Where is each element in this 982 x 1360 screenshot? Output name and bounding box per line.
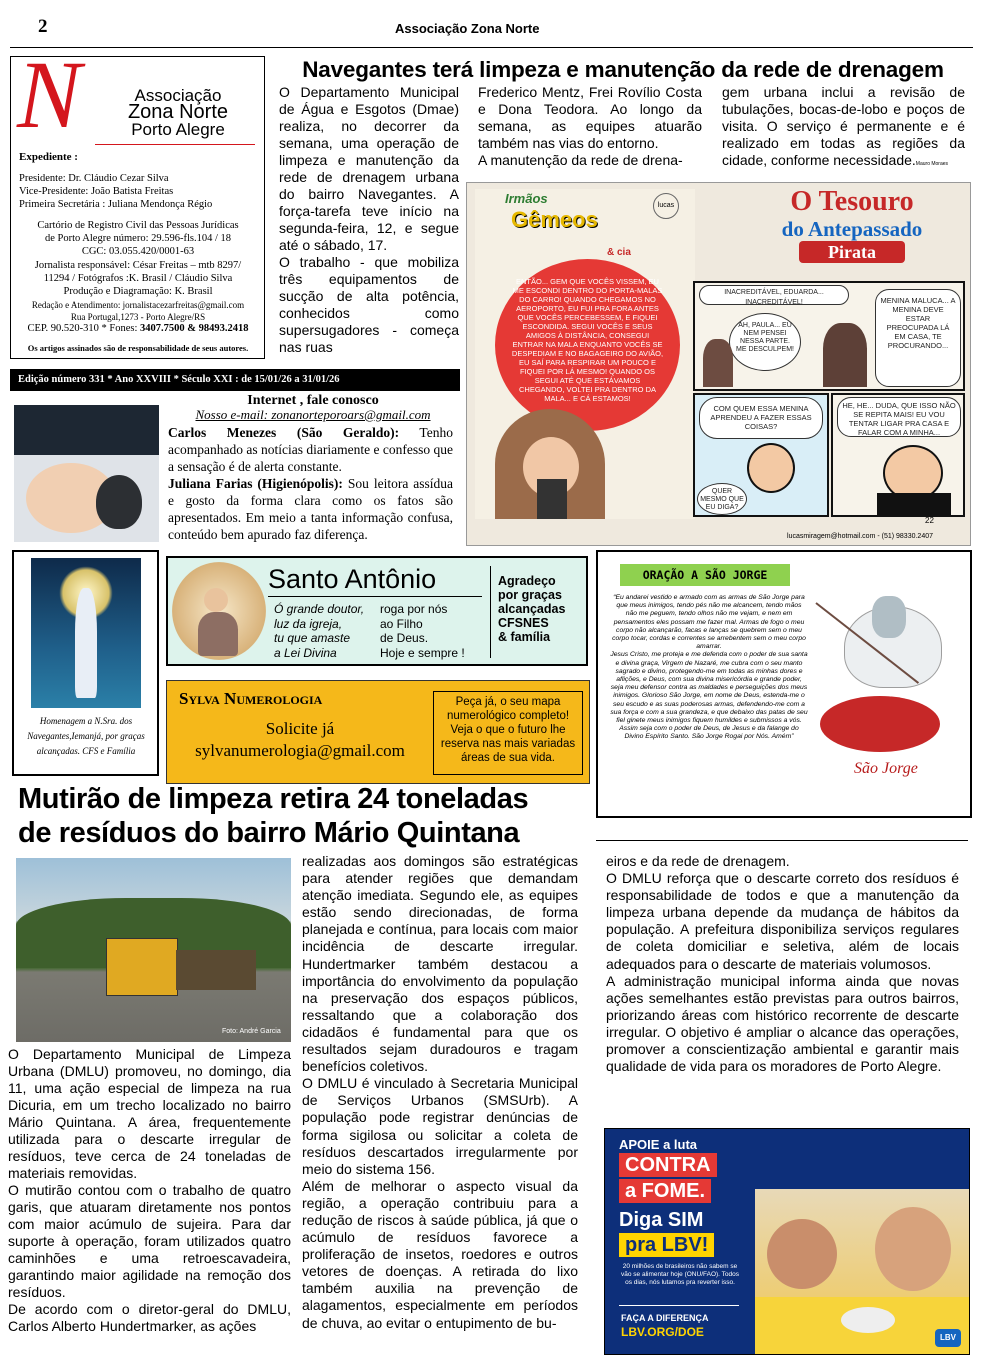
staff-line-1: Jornalista responsável: César Freitas – mtb 8297/ <box>34 260 242 271</box>
article2-col3-para: eiros e da rede de drenagem. <box>606 853 790 869</box>
letters-heading: Internet , fale conosco <box>247 393 379 408</box>
homage-box <box>12 550 159 776</box>
letter-author: Carlos Menezes (São Geraldo): <box>168 425 400 440</box>
expediente-title: Expediente : <box>19 151 78 163</box>
keyboard-shape <box>14 405 159 455</box>
numerology-line1: Solicite já <box>265 719 335 738</box>
lbv-line3: a FOME. <box>619 1179 711 1203</box>
lbv-line5: pra LBV! <box>619 1233 714 1257</box>
publication-name: Associação Zona Norte <box>395 21 540 36</box>
letter-text: Sou leitora assídua e gosto da forma clara como os fatos são apresentados. Em meio a tanta informação confusa, conteúdo bem apurado faz diferença. <box>168 476 454 542</box>
article1-col2 <box>478 84 702 169</box>
article2-col1-para: O Departamento Municipal de Limpeza Urbana (DMLU) promoveu, no domingo, dia 11, uma ação especial de limpeza na rua Dicuria, em um trecho localizado no bairro Mário Quintana. A área, frequentemente utilizada para o descarte irregular de resíduos, teve cerca de 24 toneladas de materiais removidas. <box>8 1046 291 1181</box>
comic-credit: lucasmiragem@hotmail.com - (51) 98330.2407 <box>787 533 934 540</box>
santo-antonio-title: Santo Antônio <box>268 564 437 594</box>
santo-antonio-ad <box>166 556 588 666</box>
article1-col3 <box>722 84 965 173</box>
thanks-line: alcançadas <box>498 602 566 616</box>
contact-address: Rua Portugal,1273 - Porto Alegre/RS <box>70 312 206 322</box>
comic-left-title-3: & cia <box>607 247 631 258</box>
article2-col3-para: A administração municipal informa ainda que novas ações semelhantes estão previstas para outros bairros, priorizando áreas com histórico recorrente de descarte irregular. O objetivo é ampliar o alcance das operações, promover a conscientização ambiental e garantir mais qualidade de vida para os moradores de Porto Alegre. <box>606 972 959 1075</box>
logo-line-1: Associação <box>134 86 222 105</box>
sao-jorge-prayer <box>610 594 808 742</box>
logo-underline <box>95 144 255 145</box>
yemanja-image <box>31 558 141 708</box>
backhoe-shape <box>106 938 178 996</box>
registry-info <box>13 219 263 258</box>
sao-jorge-caption: São Jorge <box>854 760 918 777</box>
article2-rule <box>596 840 968 841</box>
disclaimer: Os artigos assinados são de responsabilidade de seus autores. <box>27 343 249 353</box>
lbv-cta2[interactable]: LBV.ORG/DOE <box>621 1325 704 1339</box>
staff-info <box>13 259 263 298</box>
prayer-right-line: ao Filho <box>380 616 423 631</box>
comic-right-title <box>739 187 965 277</box>
page-number: 2 <box>38 16 48 37</box>
saint-robe-shape <box>198 612 238 656</box>
article2-col3-para: O DMLU reforça que o descarte correto dos resíduos é responsabilidade de todos e que a manutenção da limpeza urbana depende da mudança de hábitos da população. A prefeitura disponibiliza serviços regulares de coleta domiciliar e seletiva, além de locais adequados para o descarte de materiais volumosos. <box>606 870 959 972</box>
contact-info <box>13 299 263 323</box>
comic-right-title-3: Pirata <box>799 241 905 263</box>
comic-girl-shirt <box>537 479 567 519</box>
registry-line-3: CGC: 03.055.420/0001-63 <box>81 246 195 257</box>
sao-jorge-title: ORAÇÃO A SÃO JORGE <box>620 564 790 586</box>
mouse-icon <box>96 475 142 529</box>
numerology-promo: Peça já, o seu mapa numerológico completo! Veja o que o futuro lhe reserva nas mais variadas áreas de sua vida. <box>433 691 583 775</box>
lbv-cta1: FAÇA A DIFERENÇA <box>621 1313 709 1323</box>
article1-col2-para2: A manutenção da rede de drena- <box>478 152 683 168</box>
numerology-email[interactable]: sylvanumerologia@gmail.com <box>195 741 405 760</box>
prayer-left-line: Ó grande doutor, <box>274 602 365 616</box>
registry-line-2: de Porto Alegre número: 29.596-fls.104 / 18 <box>44 233 232 244</box>
thanks-line: & família <box>498 630 551 644</box>
comic-speech-3: MENINA MALUCA... A MENINA DEVE ESTAR PREOCUPADA LÁ EM CASA, TE PROCURANDO... <box>875 289 961 387</box>
dragon-shape <box>820 696 940 752</box>
saint-anthony-image <box>172 562 266 660</box>
comic-char-paula <box>703 339 733 387</box>
comic-panel-3 <box>831 393 965 517</box>
lbv-line4: Diga SIM <box>619 1209 704 1231</box>
sao-jorge-para1: “Eu andarei vestido e armado com as armas de São Jorge para que meus inimigos, tendo pés não me alcancem, tendo mãos não me peguem, tendo olhos não me vejam, e nem em pensamentos eles possam me fazer mal. Armas de fogo o meu corpo não alcançarão, facas e lanças se quebrem sem o meu corpo tocar, cordas e correntes se arrebentem sem o meu corpo amarrar. <box>612 594 806 651</box>
logo-line-3: Porto Alegre <box>131 120 225 139</box>
comic-left-panel <box>475 189 695 519</box>
saint-face-shape <box>204 588 228 612</box>
cleanup-photo <box>16 858 291 1042</box>
thanks-line: por graças <box>498 588 562 602</box>
article1-col3-text: gem urbana inclui a revisão de tubulações, bocas-de-lobo e poços de visita. O serviço é permanente e é realizado em todas as regiões da cidade, conforme necessidade. <box>722 84 965 168</box>
comic-char-man-body <box>877 493 951 515</box>
lbv-line1: APOIE a luta <box>619 1137 698 1152</box>
lbv-badge: LBV <box>935 1329 961 1347</box>
article2-col1-para: De acordo com o diretor-geral do DMLU, Carlos Alberto Hundertmarker, as ações <box>8 1301 291 1334</box>
comic-speech-2: AH, PAULA... EU NEM PENSEI NESSA PARTE. ME DESCULPEM! <box>729 313 801 371</box>
comic-strip <box>466 182 971 546</box>
santo-divider <box>490 566 491 658</box>
truck-shape <box>176 950 256 990</box>
comic-right-title-2: do Antepassado <box>781 217 923 241</box>
article1-col2-para1: Frederico Mentz, Frei Rovílio Costa e Dona Teodora. Ao longo da semana, as equipes atuarão também nas vias do entorno. <box>478 84 702 151</box>
article1-col1-para2: O trabalho - que mobiliza três equipamentos de sucção de alta potência, conhecidos como supersugadores - começa nas ruas <box>279 254 459 355</box>
article2-col3 <box>606 853 959 1075</box>
prayer-left-line: luz da igreja, <box>274 616 343 631</box>
comic-speech-5: QUER MESMO QUE EU DIGA? <box>697 483 747 515</box>
article2-title-line2: de resíduos do bairro Mário Quintana <box>18 817 520 849</box>
sao-jorge-box <box>596 550 972 818</box>
article2-col1-para: O mutirão contou com o trabalho de quatro garis, que atuaram diretamente nos pontos com maior acúmulo de sujeira. Para dar suporte à operação, foram utilizados quatro caminhões e uma retroescavadeira, garantindo maior agilidade na remoção dos resíduos. <box>8 1182 291 1300</box>
lbv-stat: 20 milhões de brasileiros não sabem se vão se alimentar hoje (ONU/FAO). Todos os dias, nós lutamos pra reverter isso. <box>621 1263 740 1286</box>
numerology-title: Sylva Numerologia <box>179 689 323 708</box>
staff-line-2: 11294 / Fotógrafos :K. Brasil / Cláudio Silva <box>43 273 233 284</box>
prayer-right <box>380 602 465 660</box>
santo-title-rule <box>268 596 482 597</box>
thanks-line: CFSNES <box>498 616 549 630</box>
cep-label: CEP. 90.520-310 * Fones: <box>27 323 138 334</box>
comic-left-title-1: Irmãos <box>505 191 548 206</box>
officer-secretary: Primeira Secretária : Juliana Mendonça Régio <box>19 199 213 210</box>
lbv-rule <box>619 1305 739 1306</box>
article2-col2-para: O DMLU é vinculado à Secretaria Municipal de Serviços Urbanos (SMSUrb). A população pode registrar denúncias de forma sigilosa ou solicitar a coleta de resíduos descartados irregularmente por meio do sistema 156. <box>302 1075 578 1177</box>
comic-signature: lucas <box>653 193 679 219</box>
plate-shape <box>841 1307 895 1333</box>
edition-bar: Edição número 331 * Ano XXVIII * Século XXI : de 15/01/26 a 31/01/26 <box>10 369 460 391</box>
photo-credit: Foto: André Garcia <box>222 1028 281 1035</box>
comic-speech-4: COM QUEM ESSA MENINA APRENDEU A FAZER ESSAS COISAS? <box>699 397 823 439</box>
article1-title: Navegantes terá limpeza e manutenção da rede de drenagem <box>302 57 944 82</box>
comic-char-boy-face <box>747 443 795 493</box>
comic-left-title-2: Gêmeos <box>511 207 598 232</box>
article1-col1-para1: O Departamento Municipal de Água e Esgotos (Dmae) realiza, no decorrer da semana, uma operação de limpeza e manutenção da rede de drenagem urbana do bairro Navegantes. A força-tarefa teve início na segunda-feira, 12, e segue até o sábado, 17. <box>279 84 459 253</box>
prayer-right-line: roga por nós <box>380 602 448 616</box>
prayer-left-line: a Lei Divina <box>274 645 337 660</box>
comic-left-speech: ENTÃO... GEM QUE VOCÊS VISSEM, EU ME ESCONDI DENTRO DO PORTA-MALAS DO CARRO! QUANDO CHEGAMOS NO AEROPORTO, EU FUI PRA FORA ANTES QUE VOCÊS PERCEBESSEM, E FIQUEI ESCONDIDA. SEGUI VOCÊS E SEUS AMIGOS À DISTÂNCIA, CONSEGUI ENTRAR NA MALA ENQUANTO VOCÊS SE DESPEDIAM E NO BAGAGEIRO DO AVIÃO, EU SAÍ PARA RESPIRAR UM POUCO E FIQUEI POR LÁ MESMO! QUANDO OS SEGUI ATÉ QUE ESTÁVAMOS CHEGANDO, VOLTEI PRA DENTRO DA MALA... E CÁ ESTAMOS! <box>495 259 680 431</box>
letter-text: Tenho acompanhado as notícias diariamente e confesso que a sensação é de alerta constante. <box>168 425 453 474</box>
comic-page-mark: 22 <box>925 516 934 525</box>
letters-body <box>168 424 453 543</box>
prayer-right-line: de Deus. <box>380 631 429 645</box>
letters-email: Nosso e-mail: zonanorteporoars@gmail.com <box>195 407 431 422</box>
masthead <box>10 41 265 359</box>
staff-line-3: Produção e Diagramação: K. Brasil <box>63 286 213 297</box>
figure-shape <box>75 588 97 698</box>
prayer-left-line: tu que amaste <box>274 631 351 645</box>
registry-line-1: Cartório de Registro Civil das Pessoas Jurídicas <box>37 220 239 231</box>
numerology-ad <box>166 680 590 784</box>
child-face-shape <box>767 1219 837 1289</box>
sao-jorge-para2: Jesus Cristo, me proteja e me defenda com o poder de sua santa e divina graça, Virgem de Nazaré, me cubra com o seu manto sagrado e divino, protegendo-me em todas as minhas dores e aflições, e Deus, com sua divina misericórdia e grande poder, seja meu defensor contra as maldades e perseguições dos meus inimigos. Glorioso São Jorge, em nome de Deus, estenda-me o seu escudo e as suas poderosas armas, defendendo-me com a sua força e com a sua grandeza, e que debaixo das patas de seu fiel ginete meus inimigos fiquem humildes e submissos a vós. Assim seja com o poder de Deus, de Jesus e da falange do Divino Espírito Santo. São Jorge Rogai por Nós. Amém” <box>610 651 808 741</box>
officer-president: Presidente: Dr. Cláudio Cezar Silva <box>19 173 169 184</box>
letter-entry <box>168 475 453 543</box>
comic-panel-2 <box>693 393 829 517</box>
letter-entry <box>168 424 453 475</box>
article2-title-line1: Mutirão de limpeza retira 24 toneladas <box>18 783 529 815</box>
officers-list <box>19 172 259 211</box>
logo-text <box>95 87 261 138</box>
child-face-shape <box>875 1207 951 1291</box>
prayer-right-line: Hoje e sempre ! <box>380 645 465 660</box>
lbv-ad[interactable] <box>604 1128 970 1355</box>
article2-col2 <box>302 853 578 1332</box>
santo-thanks <box>498 574 565 644</box>
thanks-line: Agradeço <box>498 574 556 588</box>
logo-letter: N <box>17 41 82 148</box>
comic-char-eduarda <box>823 323 867 387</box>
header-rule <box>10 47 973 48</box>
computer-mouse-photo <box>14 405 159 542</box>
lbv-line2: CONTRA <box>619 1153 717 1177</box>
logo-line-2: Zona Norte <box>127 101 229 123</box>
phone-numbers: 3407.7500 & 98493.2418 <box>140 323 249 334</box>
comic-right-title-1: O Tesouro <box>790 186 914 217</box>
article2-col2-para: realizadas aos domingos são estratégicas para atender regiões que demandam atenção imediata. Segundo ele, as equipes estão sendo direcionadas, de forma planejada e contínua, para locais com maior incidência de descarte irregular. Hundertmarker também destacou a importância do envolvimento da população na preservação dos espaços públicos, ressaltando que a colaboração dos cidadãos é fundamental para que os resultados sejam duradouros e tragam benefícios coletivos. <box>302 853 578 1075</box>
rider-shape <box>872 596 906 638</box>
comic-speech-6: HE, HE... DUDA, QUE ISSO NÃO SE REPITA MAIS! EU VOU TENTAR LIGAR PRA CASA E FALAR COM A MINHA... <box>837 397 961 437</box>
officer-vice: Vice-Presidente: João Batista Freitas <box>19 186 174 197</box>
article2-col2-para: Além de melhorar o aspecto visual da região, a operação contribuiu para a redução de riscos à saúde pública, já que o acúmulo de resíduos favorece a proliferação de insetos, roedores e outros vetores de doenças. A retirada do lixo também auxilia na prevenção de alagamentos, especialmente em períodos de chuva, ao evitar o entupimento de bu- <box>302 1177 578 1331</box>
article1-col1 <box>279 84 459 356</box>
article1-credit: Mauro Moraes <box>915 161 949 167</box>
article2-col1 <box>8 1046 291 1335</box>
cep-phones <box>13 323 263 334</box>
prayer-left <box>274 602 364 660</box>
contact-email: Redação e Atendimento: jornalistacezarfreitas@gmail.com <box>31 300 245 310</box>
homage-caption: Homenagem a N.Sra. dos Navegantes,Iemanjá, por graças alcançadas. CFS e Família <box>27 716 145 756</box>
letter-author: Juliana Farias (Higienópolis): <box>168 476 343 491</box>
sao-jorge-image <box>812 592 964 782</box>
comic-panel-1 <box>693 281 965 391</box>
comic-speech-1: INACREDITÁVEL, EDUARDA... INACREDITÁVEL! <box>699 285 849 305</box>
article2-title <box>18 782 598 850</box>
